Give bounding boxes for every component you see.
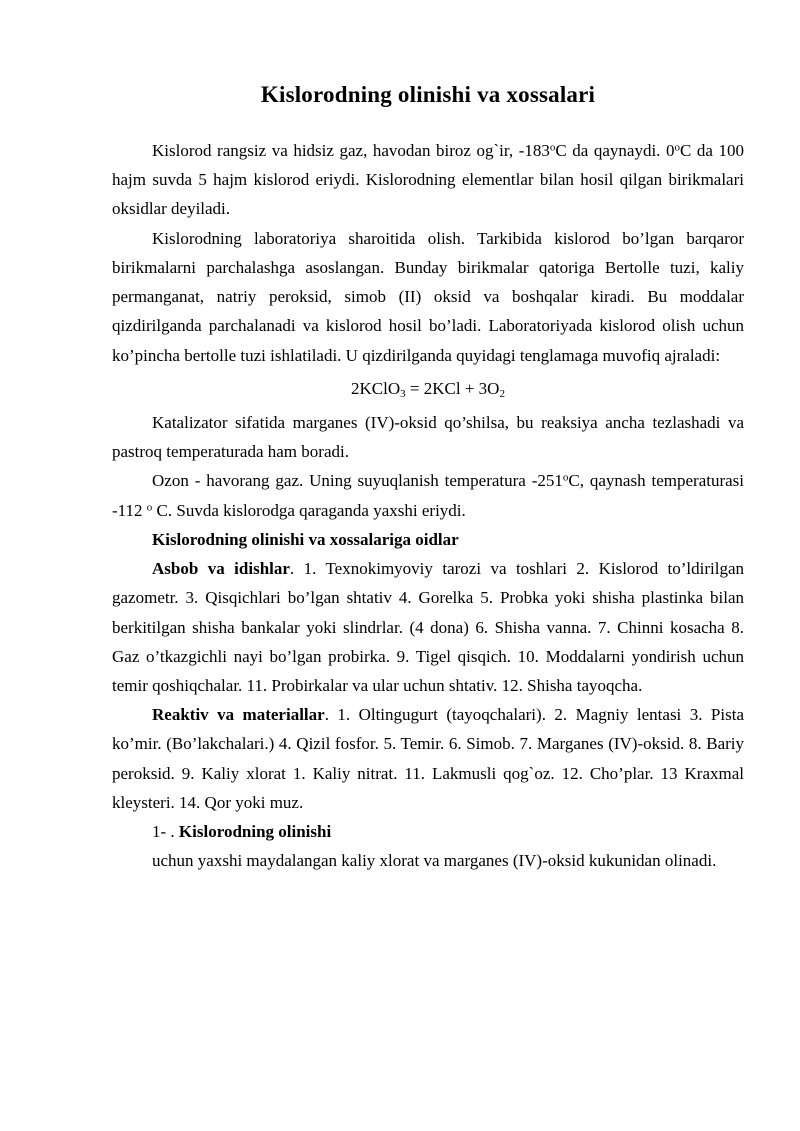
- text-run: C. Suvda kislorodga qaraganda yaxshi eriydi.: [152, 500, 466, 520]
- paragraph-h-oidlar: [112, 525, 744, 554]
- text-run: 2KClO: [351, 378, 401, 398]
- page-title: Kislorodning olinishi va xossalari: [260, 82, 596, 107]
- text-run: . 1. Texnokimyoviy tarozi va toshlari 2. Kislorod to’ldirilgan gazometr. 3. Qisqichlari bo’lgan shtativ 4. Gorelka 5. Probka yoki shisha plastinka bilan berkitilgan shisha bankalar yoki slindrlar. (4 dona) 6. Shisha vanna. 7. Chinni kosacha 8. Gaz o’tkazgichli nayi bo’lgan probirka. 9. Tigel qisqich. 10. Moddalarni yondirish uchun temir qoshiqchalar. 11. Probirkalar va ular uchun shtativ. 12. Shisha tayoqcha.: [112, 559, 744, 695]
- text-run: o: [549, 141, 556, 154]
- text-run: = 2KCl + 3O: [405, 378, 500, 398]
- text-run: C, qaynash temperaturasi -112: [112, 471, 745, 520]
- paragraph-p3: [112, 408, 744, 466]
- text-run: C da qaynaydi. 0: [555, 141, 675, 160]
- text-run: 2: [499, 387, 505, 400]
- text-run: o: [674, 141, 680, 154]
- text-run: 1- .: [152, 822, 179, 842]
- text-run: Kislorodning olinishi: [178, 822, 332, 842]
- paragraph-p4: [112, 466, 744, 524]
- paragraph-p2: [112, 224, 744, 370]
- paragraph-sect1: [112, 817, 744, 846]
- text-run: o: [146, 501, 153, 514]
- paragraph-p7: [112, 846, 744, 875]
- text-run: Katalizator sifatida marganes (IV)-oksid qo’shilsa, bu reaksiya ancha tezlashadi va pastroq temperaturada ham boradi.: [112, 412, 744, 462]
- paragraph-p1: [112, 136, 744, 224]
- text-run: Kislorodning olinishi va xossalariga oidlar: [152, 529, 459, 549]
- document-body: [112, 136, 744, 876]
- text-run: uchun yaxshi maydalangan kaliy xlorat va marganes (IV)-oksid kukunidan olinadi.: [152, 851, 717, 871]
- text-run: Asbob va idishlar: [152, 559, 290, 579]
- paragraph-equation: [112, 374, 744, 404]
- text-run: o: [562, 471, 569, 484]
- text-run: Kislorodning laboratoriya sharoitida olish. Tarkibida kislorod bo’lgan barqaror birikmalarni parchalashga asoslangan. Bunday birikmalar qatoriga Bertolle tuzi, kaliy permanganat, natriy peroksid, simob (II) oksid va boshqalar kiradi. Bu moddalar qizdirilganda parchalanadi va kislorod hosil bo’ladi. Laboratoriyada kislorod olish uchun ko’pincha bertolle tuzi ishlatiladi. U qizdirilganda quyidagi tenglamaga muvofiq ajraladi:: [112, 228, 744, 365]
- text-run: C da 100 hajm suvda 5 hajm kislorod eriydi. Kislorodning elementlar bilan hosil qilgan birikmalari oksidlar deyiladi.: [112, 141, 744, 219]
- paragraph-p6: [112, 700, 744, 817]
- paragraph-p5: [112, 554, 744, 700]
- text-run: Ozon - havorang gaz. Uning suyuqlanish temperatura -251: [152, 471, 563, 491]
- text-run: Kislorod rangsiz va hidsiz gaz, havodan biroz og`ir, -183: [152, 141, 550, 160]
- text-run: Reaktiv va materiallar: [152, 705, 325, 725]
- text-run: 3: [400, 387, 406, 400]
- text-run: . 1. Oltingugurt (tayoqchalari). 2. Magniy lentasi 3. Pista ko’mir. (Bo’lakchalari.) 4. Qizil fosfor. 5. Temir. 6. Simob. 7. Marganes (IV)-oksid. 8. Bariy peroksid. 9. Kaliy xlorat 1. Kaliy nitrat. 11. Lakmusli qog`oz. 12. Cho’plar. 13 Kraxmal kleysteri. 14. Qor yoki muz.: [112, 705, 744, 812]
